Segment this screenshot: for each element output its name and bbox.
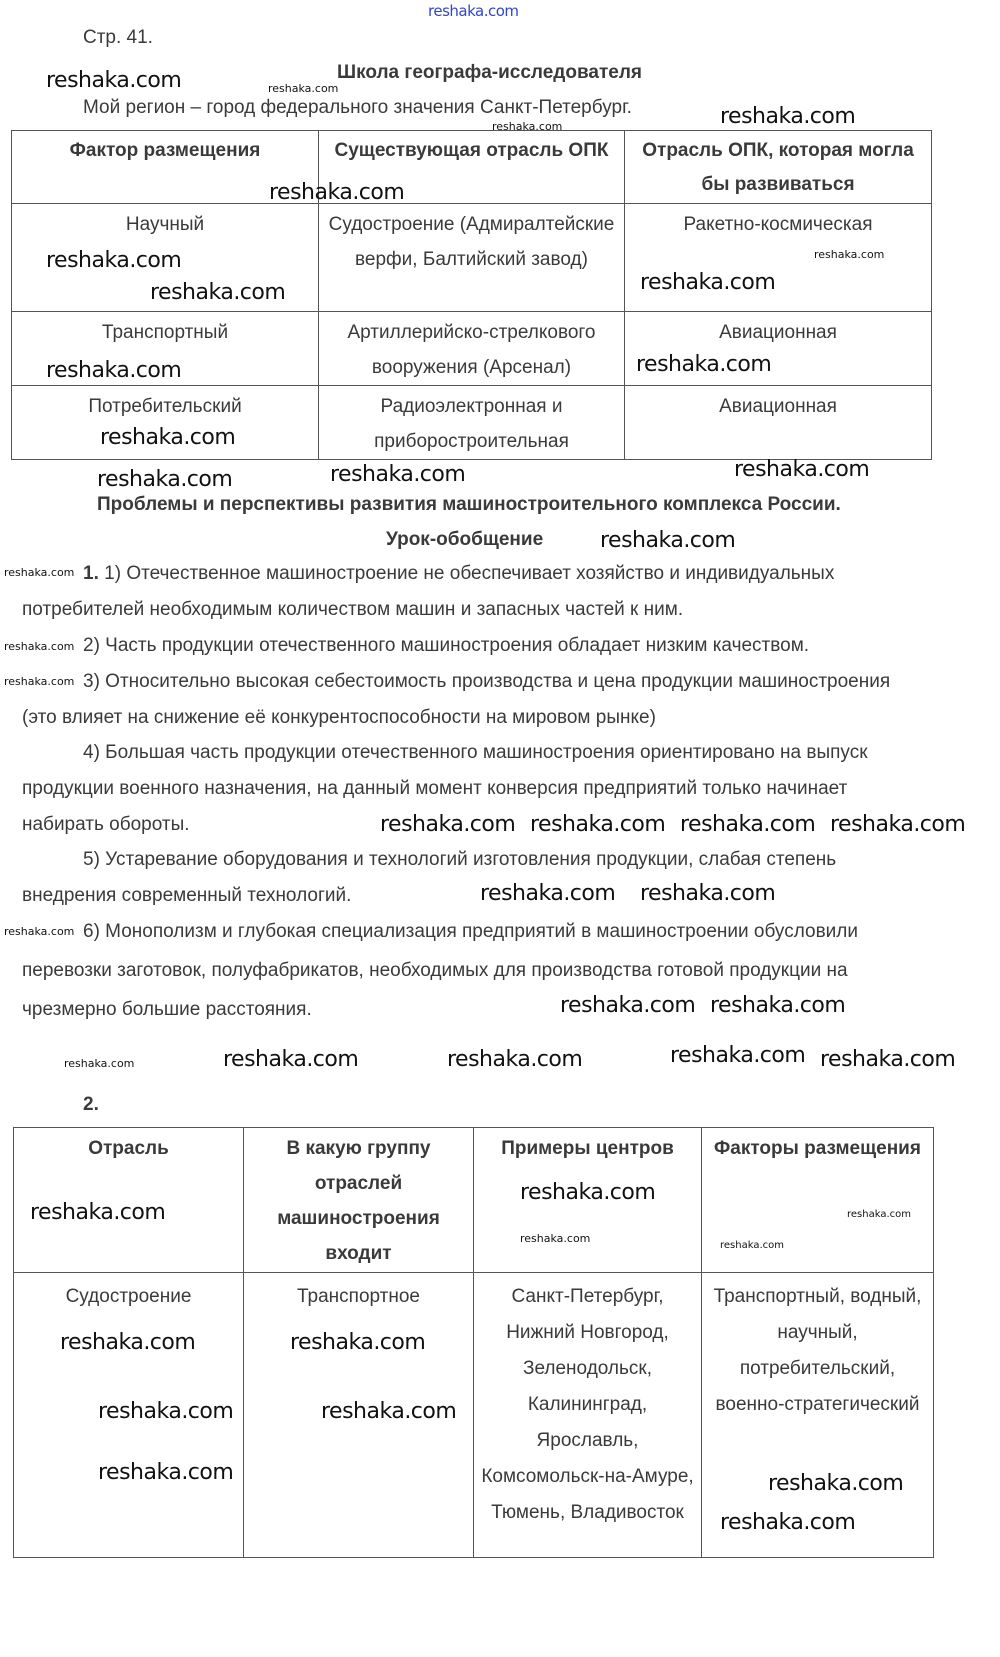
list-item: 4) Большая часть продукции отечественного машиностроения ориентировано на выпуск продукции военного назначения, на данный момент конверсия предприятий только начинает набирать обороты. [22, 742, 868, 835]
watermark: reshaka.com [636, 352, 772, 377]
header-cell: Отрасль ОПК, которая могла бы развиваться [625, 131, 932, 204]
watermark: reshaka.com [223, 1047, 359, 1072]
watermark: reshaka.com [46, 68, 182, 93]
watermark: reshaka.com [847, 1209, 911, 1220]
watermark: reshaka.com [820, 1047, 956, 1072]
watermark: reshaka.com [380, 812, 516, 837]
header-cell: Факторы размещения [702, 1128, 934, 1273]
watermark: reshaka.com [290, 1330, 426, 1355]
watermark: reshaka.com [98, 1460, 234, 1485]
watermark: reshaka.com [734, 457, 870, 482]
watermark: reshaka.com [97, 467, 233, 492]
watermark: reshaka.com [530, 812, 666, 837]
watermark: reshaka.com [814, 248, 885, 261]
list-item: 5) Устаревание оборудования и технологий изготовления продукции, слабая степень внедрения современный технологий. [22, 849, 837, 906]
watermark: reshaka.com [30, 1200, 166, 1225]
watermark: reshaka.com [600, 528, 736, 553]
watermark: reshaka.com [100, 425, 236, 450]
list-item: 2) Часть продукции отечественного машиностроения обладает низким качеством. [83, 635, 810, 656]
header-cell: Существующая отрасль ОПК [319, 131, 625, 204]
list-item [22, 556, 922, 628]
header-cell: Фактор размещения [12, 131, 319, 204]
table-cell: Артиллерийско-стрелкового вооружения (Арсенал) [319, 312, 625, 386]
task-number: 2. [83, 1094, 99, 1115]
table-cell: Потребительский [12, 386, 319, 460]
watermark: reshaka.com [46, 248, 182, 273]
watermark: reshaka.com [46, 358, 182, 383]
watermark: reshaka.com [560, 993, 696, 1018]
watermark: reshaka.com [98, 1399, 234, 1424]
watermark: reshaka.com [492, 120, 563, 133]
table-cell: Судостроение (Адмиралтейские верфи, Балтийский завод) [319, 204, 625, 312]
intro-text: Мой регион – город федерального значения Санкт-Петербург. [83, 97, 632, 118]
watermark: reshaka.com [720, 104, 856, 129]
watermark: reshaka.com [4, 566, 75, 579]
watermark: reshaka.com [269, 180, 405, 205]
watermark: reshaka.com [768, 1471, 904, 1496]
watermark: reshaka.com [720, 1510, 856, 1535]
watermark: reshaka.com [520, 1232, 591, 1245]
header-cell: Примеры центров [474, 1128, 702, 1273]
watermark: reshaka.com [330, 462, 466, 487]
item-text: 1) Отечественное машиностроение не обеспечивает хозяйство и индивидуальных потребителей необходимым количеством машин и запасных частей к ним. [22, 563, 835, 620]
list-item: 6) Монополизм и глубокая специализация предприятий в машиностроении обусловили перевозки заготовок, полуфабрикатов, необходимых для производства готовой продукции на чрезмерно большие расстояния. [22, 921, 858, 1020]
page-reference: Стр. 41. [83, 27, 153, 48]
table-cell: Транспортное [244, 1273, 474, 1558]
watermark: reshaka.com [520, 1180, 656, 1205]
section-subtitle: Урок-обобщение [386, 529, 544, 550]
section-title: Проблемы и перспективы развития машиностроительного комплекса России. [97, 494, 841, 515]
table-cell: Транспортный, водный, научный, потребительский, военно-стратегический [702, 1273, 934, 1558]
watermark: reshaka.com [830, 812, 966, 837]
table-cell: Авиационная [625, 386, 932, 460]
watermark: reshaka.com [680, 812, 816, 837]
watermark: reshaka.com [640, 881, 776, 906]
task-number: 1. [83, 563, 99, 584]
watermark: reshaka.com [60, 1330, 196, 1355]
header-cell: В какую группу отраслей машиностроения входит [244, 1128, 474, 1273]
table-cell: Радиоэлектронная и приборостроительная [319, 386, 625, 460]
table-cell: Транспортный [12, 312, 319, 386]
watermark: reshaka.com [4, 925, 75, 938]
watermark: reshaka.com [64, 1057, 135, 1070]
watermark: reshaka.com [150, 280, 286, 305]
watermark: reshaka.com [480, 881, 616, 906]
table-cell: Санкт-Петербург, Нижний Новгород, Зеленодольск, Калининград, Ярославль, Комсомольск-на-Амуре, Тюмень, Владивосток [474, 1273, 702, 1558]
watermark: reshaka.com [710, 993, 846, 1018]
section-title: Школа географа-исследователя [337, 62, 642, 83]
watermark: reshaka.com [4, 640, 75, 653]
watermark: reshaka.com [720, 1240, 784, 1251]
watermark: reshaka.com [268, 82, 339, 95]
watermark: reshaka.com [428, 2, 519, 20]
watermark: reshaka.com [447, 1047, 583, 1072]
list-item: 3) Относительно высокая себестоимость производства и цена продукции машиностроения (это влияет на снижение её конкурентоспособности на мировом рынке) [22, 671, 891, 728]
table-cell: Ракетно-космическая [625, 204, 932, 312]
table-cell: Судостроение [14, 1273, 244, 1558]
watermark: reshaka.com [640, 270, 776, 295]
table-header-row [12, 131, 932, 204]
watermark: reshaka.com [4, 675, 75, 688]
table-cell: Научный [12, 204, 319, 312]
table-cell: Авиационная [625, 312, 932, 386]
header-cell: Отрасль [14, 1128, 244, 1273]
watermark: reshaka.com [321, 1399, 457, 1424]
watermark: reshaka.com [670, 1043, 806, 1068]
